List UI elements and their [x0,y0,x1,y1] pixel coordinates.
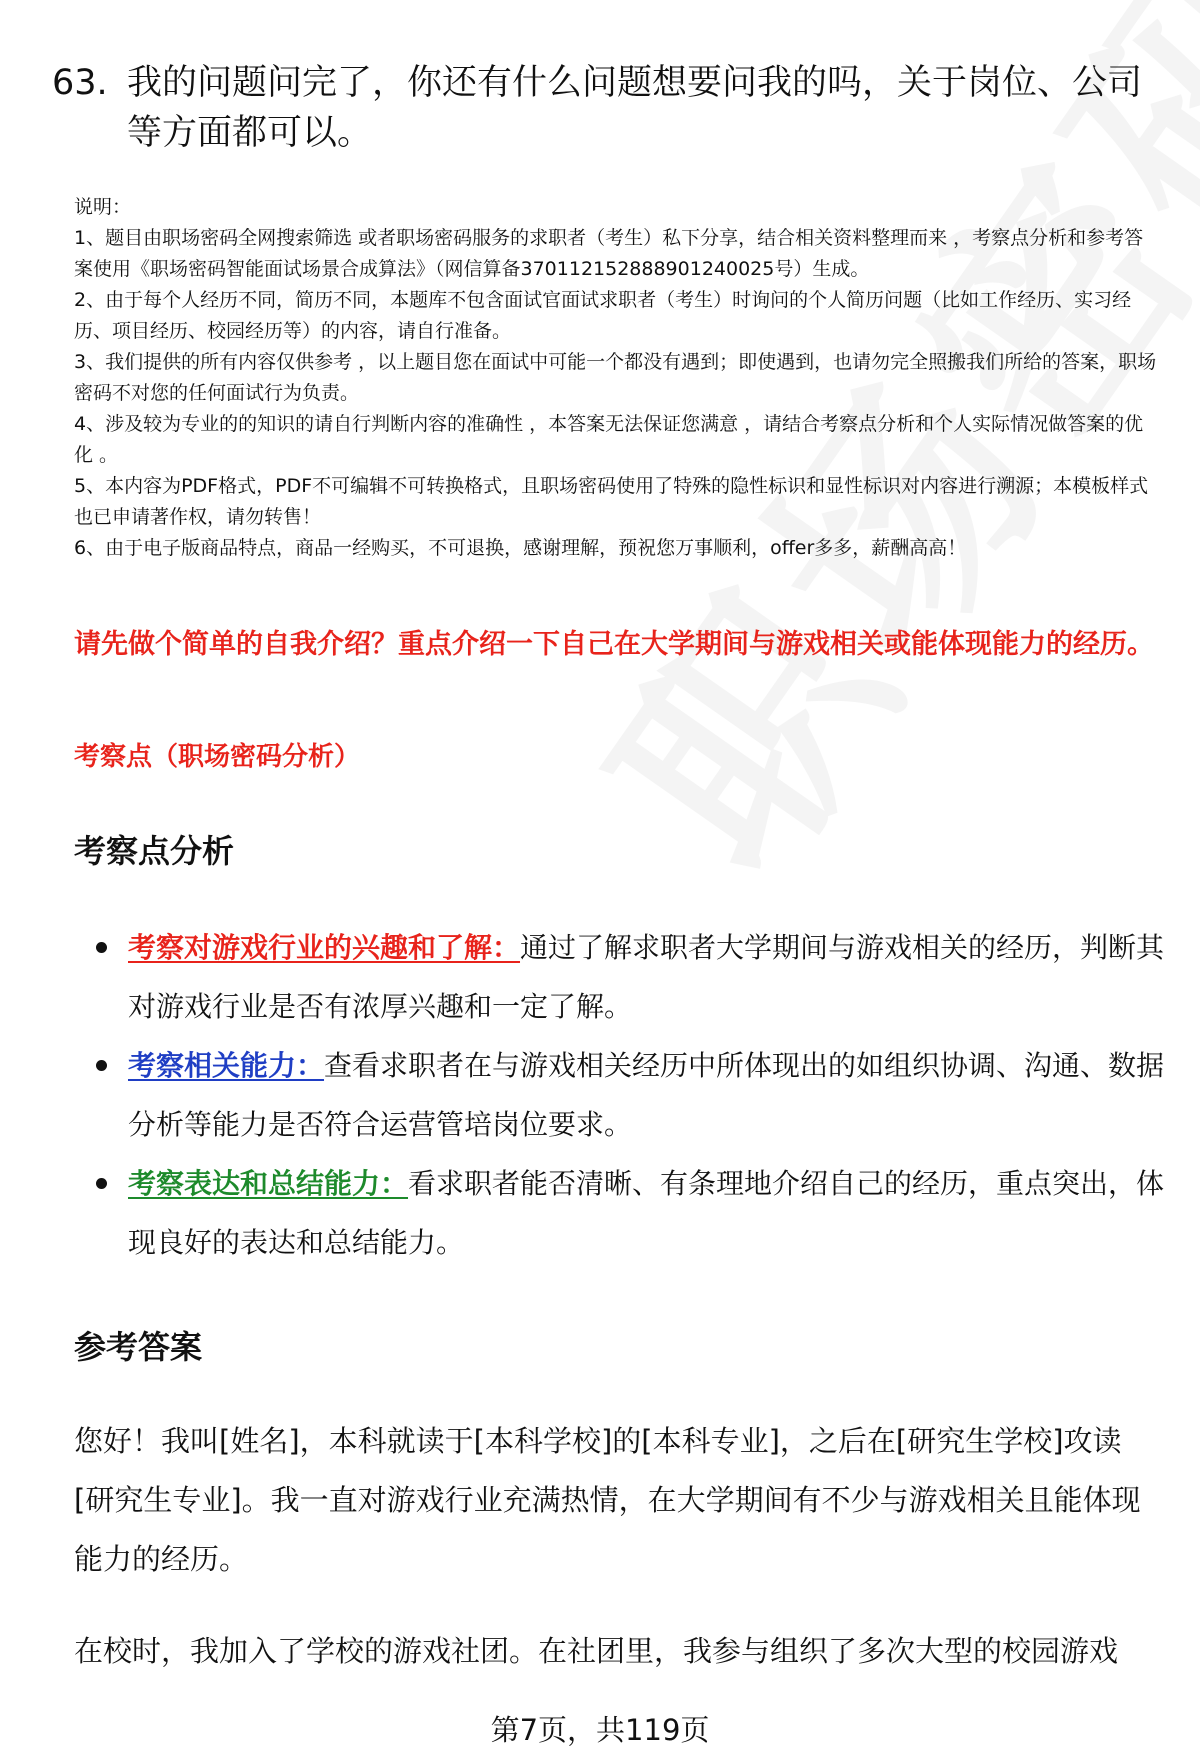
question-title [52,58,1152,158]
bullet-icon [96,1178,107,1189]
note-item: 3、我们提供的所有内容仅供参考 ，以上题目您在面试中可能一个都没有遇到；即使遇到，也请勿完全照搬我们所给的答案，职场密码不对您的任何面试行为负责。 [74,351,1157,404]
bullet-key: 考察相关能力： [128,1049,325,1082]
analysis-heading: 考察点分析 [74,832,235,870]
notes-block [74,192,1160,564]
list-item [96,918,1166,1036]
bullet-text: 查看求职者在与游戏相关经历中所体现出的如组织协调、沟通、数据分析等能力是否符合运营管培岗位要求。 [128,1049,1165,1141]
note-item: 6、由于电子版商品特点，商品一经购买，不可退换，感谢理解，预祝您万事顺利，offer多多，薪酬高高！ [74,537,967,559]
bullet-icon [96,1060,107,1071]
note-item: 1、题目由职场密码全网搜索筛选 或者职场密码服务的求职者（考生）私下分享，结合相关资料整理而来 ，考察点分析和参考答案使用《职场密码智能面试场景合成算法》（网信算备370112152888901240025号）生成。 [74,227,1144,280]
question-number: 63. [52,63,108,103]
note-item: 2、由于每个人经历不同，简历不同，本题库不包含面试官面试求职者（考生）时询问的个人简历问题（比如工作经历、实习经历、项目经历、校园经历等）的内容，请自行准备。 [74,289,1132,342]
answer-paragraph: 在校时，我加入了学校的游戏社团。在社团里，我参与组织了多次大型的校园游戏 [74,1634,1119,1668]
bullet-key: 考察对游戏行业的兴趣和了解： [128,931,521,964]
bullet-text: 看求职者能否清晰、有条理地介绍自己的经历，重点突出，体现良好的表达和总结能力。 [128,1167,1165,1259]
interview-question: 请先做个简单的自我介绍？重点介绍一下自己在大学期间与游戏相关或能体现能力的经历。 [74,629,1154,660]
notes-label: 说明： [74,196,132,218]
list-item [96,1036,1166,1154]
list-item [96,1154,1166,1272]
page-footer: 第7页，共119页 [490,1713,710,1747]
analysis-list [96,918,1166,1272]
note-item: 4、涉及较为专业的的知识的请自行判断内容的准确性 ，本答案无法保证您满意 ，请结合考察点分析和个人实际情况做答案的优化 。 [74,413,1144,466]
question-text: 我的问题问完了，你还有什么问题想要问我的吗，关于岗位、公司等方面都可以。 [127,63,1143,153]
bullet-key: 考察表达和总结能力： [128,1167,409,1200]
analysis-label: 考察点（职场密码分析） [74,742,361,772]
answer-heading: 参考答案 [74,1328,203,1366]
answer-paragraph: 您好！我叫[姓名]，本科就读于[本科学校]的[本科专业]，之后在[研究生学校]攻读[研究生专业]。我一直对游戏行业充满热情，在大学期间有不少与游戏相关且能体现能力的经历。 [74,1424,1141,1576]
bullet-icon [96,942,107,953]
bullet-text: 通过了解求职者大学期间与游戏相关的经历，判断其对游戏行业是否有浓厚兴趣和一定了解。 [128,931,1165,1023]
note-item: 5、本内容为PDF格式，PDF不可编辑不可转换格式，且职场密码使用了特殊的隐性标识和显性标识对内容进行溯源；本模板样式也已申请著作权，请勿转售！ [74,475,1149,528]
